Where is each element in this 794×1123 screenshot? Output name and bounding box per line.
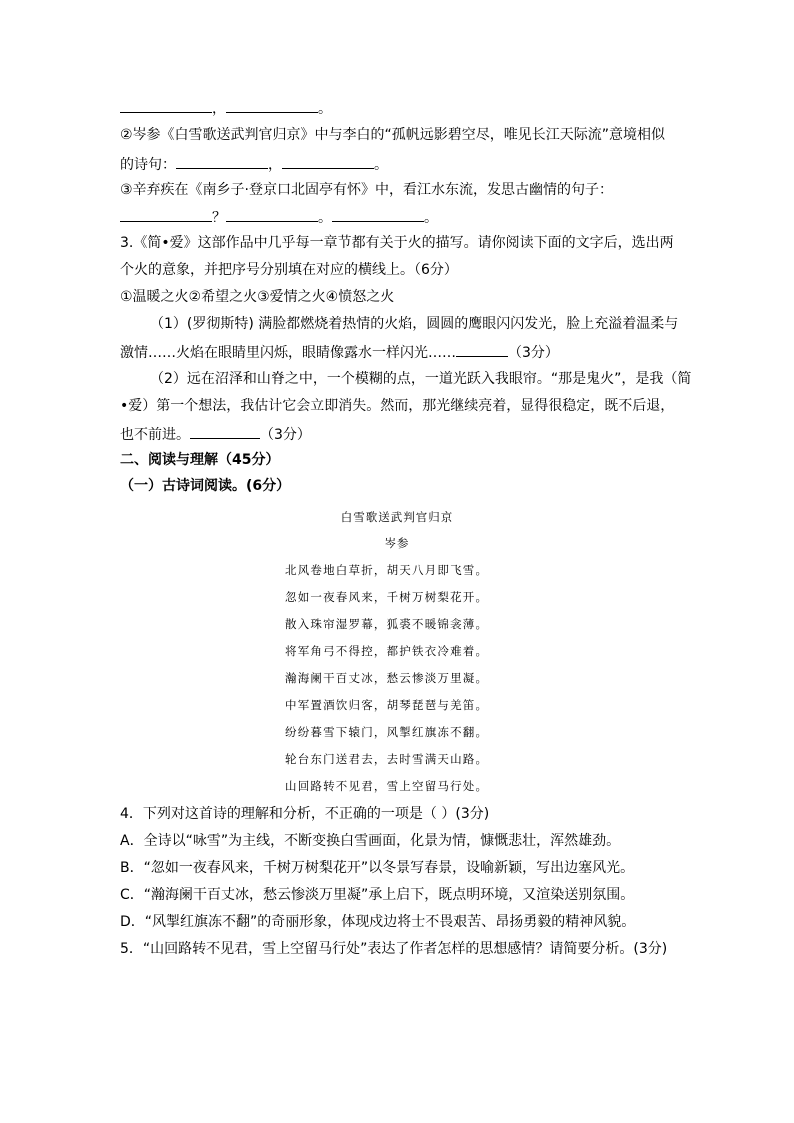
q2-line0: ， 。 <box>120 98 332 118</box>
q3-p2-line1: （2）远在沼泽和山脊之中，一个模糊的点，一道光跃入我眼帘。“那是鬼火”，是我（简 <box>150 371 692 387</box>
q4-option-d: D．“风掣红旗冻不翻”的奇丽形象，体现戍边将士不畏艰苦、昂扬勇毅的精神风貌。 <box>120 914 636 930</box>
poem-line: 忽如一夜春风来，千树万树梨花开。 <box>285 590 489 604</box>
q2-item2-line1: ②岑参《白雪歌送武判官归京》中与李白的“孤帆远影碧空尽，唯见长江天际流”意境相似 <box>120 127 666 143</box>
poem-title: 白雪歌送武判官归京 <box>340 510 454 524</box>
poem-line: 散入珠帘湿罗幕，狐裘不暖锦衾薄。 <box>285 617 489 631</box>
blank[interactable] <box>190 424 260 439</box>
poem-line: 纷纷暮雪下辕门，风掣红旗冻不翻。 <box>285 725 489 739</box>
blank[interactable] <box>456 342 508 357</box>
blank[interactable] <box>226 98 318 113</box>
q3-stem-line2: 个火的意象，并把序号分别填在对应的横线上。（6分） <box>120 262 458 278</box>
blank[interactable] <box>332 207 424 222</box>
q3-stem-line1: 3.《简•爱》这部作品中几乎每一章节都有关于火的描写。请你阅读下面的文字后，选出两 <box>120 235 674 251</box>
q4-stem: 4．下列对这首诗的理解和分析，不正确的一项是（ ）(3分) <box>120 806 490 822</box>
blank[interactable] <box>176 154 268 169</box>
blank[interactable] <box>226 207 318 222</box>
q4-option-b: B．“忽如一夜春风来，千树万树梨花开”以冬景写春景，设喻新颖，写出边塞风光。 <box>120 860 635 876</box>
poem-line: 轮台东门送君去，去时雪满天山路。 <box>285 752 489 766</box>
poem-line: 北风卷地白草折，胡天八月即飞雪。 <box>285 563 489 577</box>
blank[interactable] <box>120 98 212 113</box>
q3-p2-line2: •爱）第一个想法，我估计它会立即消失。然而，那光继续亮着，显得很稳定，既不后退， <box>120 398 675 414</box>
q3-p1-line2: 激情……火焰在眼睛里闪烁，眼睛像露水一样闪光…… （3分） <box>120 342 559 362</box>
section-subheading: （一）古诗词阅读。(6分） <box>120 478 291 494</box>
poem-line: 中军置酒饮归客，胡琴琵琶与羌笛。 <box>285 698 489 712</box>
q2-item2-line2: 的诗句： ， 。 <box>120 154 388 174</box>
q2-item3-line1: ③辛弃疾在《南乡子·登京口北固亭有怀》中，看江水东流，发思古幽情的句子： <box>120 182 613 198</box>
blank[interactable] <box>120 207 212 222</box>
q3-options: ①温暖之火②希望之火③爱情之火④愤怒之火 <box>120 289 395 305</box>
poem-line: 将军角弓不得控，都护铁衣冷难着。 <box>285 644 489 658</box>
q5-stem: 5．“山回路转不见君，雪上空留马行处”表达了作者怎样的思想感情？请简要分析。(3分) <box>120 941 668 957</box>
q4-option-c: C．“瀚海阑干百丈冰，愁云惨淡万里凝”承上启下，既点明环境，又渲染送别氛围。 <box>120 887 635 903</box>
q3-p1-line1: （1）(罗彻斯特) 满脸都燃烧着热情的火焰，圆圆的鹰眼闪闪发光，脸上充溢着温柔与 <box>150 316 679 332</box>
poem-author: 岑参 <box>384 536 410 550</box>
section-heading: 二、阅读与理解（45分） <box>120 452 280 468</box>
poem-line: 山回路转不见君，雪上空留马行处。 <box>285 779 489 793</box>
q2-item3-line2: ？ 。 。 <box>120 207 438 227</box>
poem-line: 瀚海阑干百丈冰，愁云惨淡万里凝。 <box>285 671 489 685</box>
q4-option-a: A．全诗以“咏雪”为主线，不断变换白雪画面，化景为情，慷慨悲壮，浑然雄劲。 <box>120 833 621 849</box>
blank[interactable] <box>282 154 374 169</box>
q3-p2-line3: 也不前进。 （3分） <box>120 424 311 444</box>
